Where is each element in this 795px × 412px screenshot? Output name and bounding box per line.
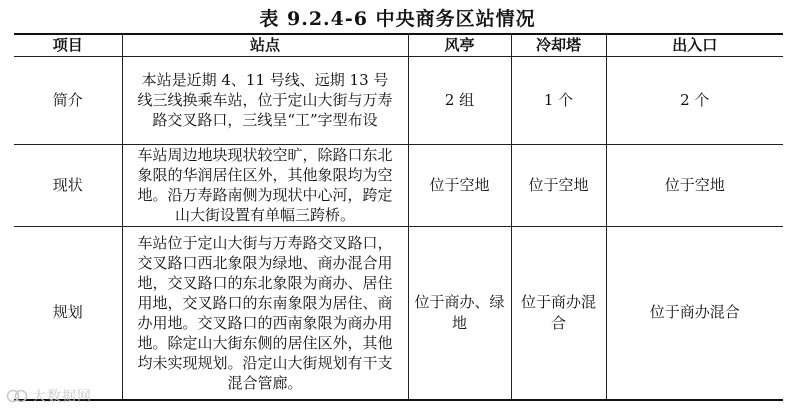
cell-item: 现状 (14, 144, 122, 226)
watermark-text: 大数据网 (32, 389, 92, 405)
cell-station: 车站位于定山大街与万寿路交叉路口，交叉路口西北象限为绿地、商办混合用地，交叉路口的东北象限为商办、居住用地，交叉路口的东南象限为居住、商办用地。交叉路口的西南象限为商办用地。除定山大街东侧的居住区外，其他均未实现规划。沿定山大街规划有干支混合管廊。 (122, 226, 408, 400)
station-info-table (14, 33, 783, 401)
cell-cooling-tower: 位于空地 (511, 144, 606, 226)
cell-cooling-tower: 位于商办混合 (511, 226, 606, 400)
cell-cooling-tower: 1 个 (511, 56, 606, 144)
table-caption: 表 9.2.4-6 中央商务区站情况 (259, 8, 536, 30)
cell-kiosk: 位于空地 (408, 144, 511, 226)
header-item: 项目 (14, 34, 122, 56)
table-row (14, 56, 783, 144)
cell-entrance: 位于商办混合 (606, 226, 783, 400)
cell-entrance: 位于空地 (606, 144, 783, 226)
table-row (14, 226, 783, 400)
header-station: 站点 (122, 34, 408, 56)
cell-station: 车站周边地块现状较空旷，除路口东北象限的华润居住区外，其他象限均为空地。沿万寿路南侧为现状中心河，跨定山大街设置有单幅三跨桥。 (122, 144, 408, 226)
watermark (6, 386, 92, 406)
cell-kiosk: 2 组 (408, 56, 511, 144)
cell-kiosk: 位于商办、绿地 (408, 226, 511, 400)
cell-station: 本站是近期 4、11 号线、远期 13 号线三线换乘车站，位于定山大街与万寿路交叉路口，三线呈“工”字型布设 (122, 56, 408, 144)
header-kiosk: 风亭 (408, 34, 511, 56)
header-cooling-tower: 冷却塔 (511, 34, 606, 56)
table-row (14, 144, 783, 226)
cell-entrance: 2 个 (606, 56, 783, 144)
cell-item: 简介 (14, 56, 122, 144)
watermark-logo-icon (6, 389, 28, 403)
header-entrance: 出入口 (606, 34, 783, 56)
table-header-row (14, 34, 783, 56)
cell-item: 规划 (14, 226, 122, 400)
